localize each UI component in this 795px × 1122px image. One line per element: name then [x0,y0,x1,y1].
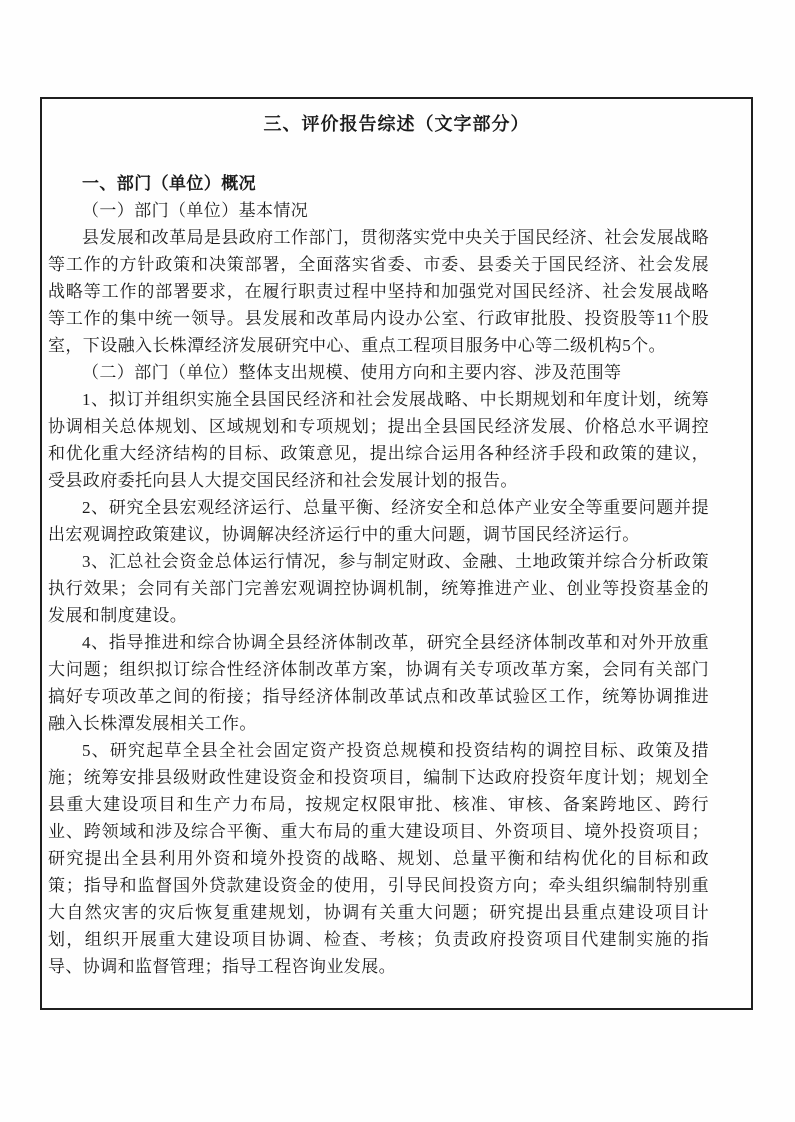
paragraph-duty-4: 4、指导推进和综合协调全县经济体制改革，研究全县经济体制改革和对外开放重大问题；组织拟订综合性经济体制改革方案，协调有关专项改革方案，会同有关部门搞好专项改革之间的衔接；指导经济体制改革试点和改革试验区工作，统筹协调推进融入长株潭发展相关工作。 [48,633,709,733]
section-heading-overview: 一、部门（单位）概况 [82,174,256,193]
subsection-heading-expenditure: （二）部门（单位）整体支出规模、使用方向和主要内容、涉及范围等 [82,363,622,382]
subsection-heading-basic-info: （一）部门（单位）基本情况 [82,201,309,220]
document-border-frame [40,97,753,1010]
document-body [42,170,751,980]
paragraph-duty-1: 1、拟订并组织实施全县国民经济和社会发展战略、中长期规划和年度计划，统筹协调相关总体规划、区域规划和专项规划；提出全县国民经济发展、价格总水平调控和优化重大经济结构的目标、政策意见，提出综合运用各种经济手段和政策的建议，受县政府委托向县人大提交国民经济和社会发展计划的报告。 [48,390,709,490]
document-title: 三、评价报告综述（文字部分） [263,114,530,134]
paragraph-duty-5: 5、研究起草全县全社会固定资产投资总规模和投资结构的调控目标、政策及措施；统筹安排县级财政性建设资金和投资项目，编制下达政府投资年度计划；规划全县重大建设项目和生产力布局，按规定权限审批、核准、审核、备案跨地区、跨行业、跨领域和涉及综合平衡、重大布局的重大建设项目、外资项目、境外投资项目；研究提出全县利用外资和境外投资的战略、规划、总量平衡和结构优化的目标和政策；指导和监督国外贷款建设资金的使用，引导民间投资方向；牵头组织编制特别重大自然灾害的灾后恢复重建规划，协调有关重大问题；研究提出县重点建设项目计划，组织开展重大建设项目协调、检查、考核；负责政府投资项目代建制实施的指导、协调和监督管理；指导工程咨询业发展。 [48,741,709,976]
paragraph-basic-info: 县发展和改革局是县政府工作部门，贯彻落实党中央关于国民经济、社会发展战略等工作的方针政策和决策部署，全面落实省委、市委、县委关于国民经济、社会发展战略等工作的部署要求，在履行职责过程中坚持和加强党对国民经济、社会发展战略等工作的集中统一领导。县发展和改革局内设办公室、行政审批股、投资股等11个股室，下设融入长株潭经济发展研究中心、重点工程项目服务中心等二级机构5个。 [48,228,709,355]
paragraph-duty-3: 3、汇总社会资金总体运行情况，参与制定财政、金融、土地政策并综合分析政策执行效果；会同有关部门完善宏观调控协调机制，统筹推进产业、创业等投资基金的发展和制度建设。 [48,552,709,625]
paragraph-duty-2: 2、研究全县宏观经济运行、总量平衡、经济安全和总体产业安全等重要问题并提出宏观调控政策建议，协调解决经济运行中的重大问题，调节国民经济运行。 [48,498,709,544]
